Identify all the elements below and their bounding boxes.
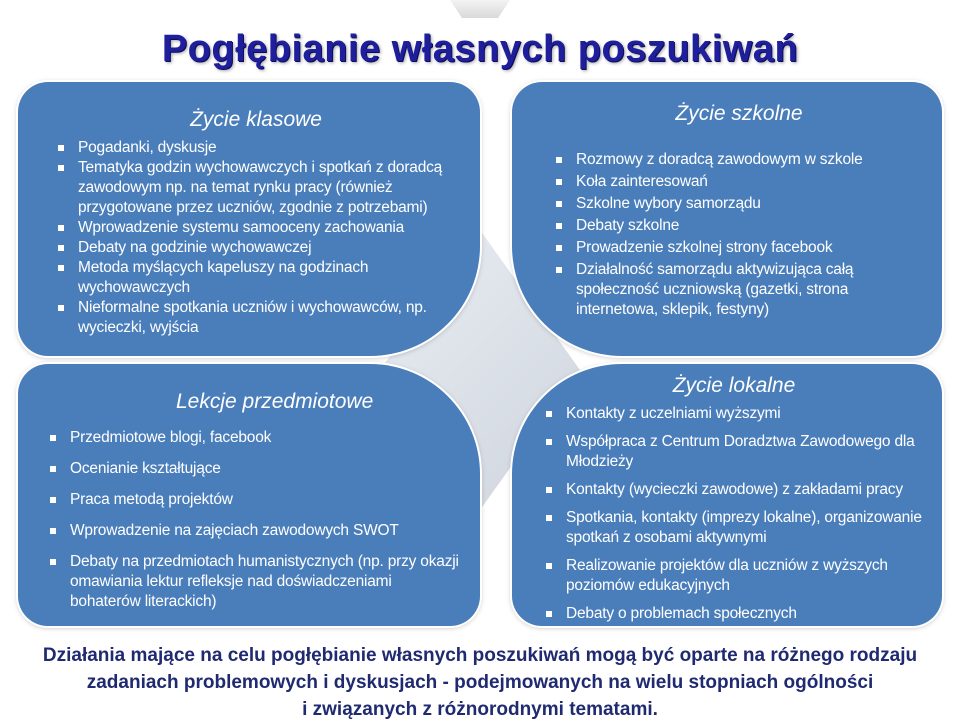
- list-item: Debaty na przedmiotach humanistycznych (np. przy okazji omawiania lektur refleksje nad doświadczeniami bohaterów literackich): [48, 552, 462, 612]
- list-item: Debaty szkolne: [554, 216, 924, 236]
- list-item: Nieformalne spotkania uczniów i wychowawców, np. wycieczki, wyjścia: [56, 298, 462, 338]
- list-item: Pogadanki, dyskusje: [56, 138, 462, 158]
- list-item: Debaty o problemach społecznych: [544, 604, 924, 624]
- panel-zycie-klasowe: [18, 82, 480, 356]
- list-item: Debaty na godzinie wychowawczej: [56, 238, 462, 258]
- list-item: Kontakty (wycieczki zawodowe) z zakładami pracy: [544, 480, 924, 500]
- panel-lekcje-przedmiotowe: [18, 364, 480, 626]
- panel-zycie-lokalne: [512, 364, 942, 626]
- item-list: [544, 404, 924, 624]
- list-item: Wprowadzenie na zajęciach zawodowych SWOT: [48, 521, 462, 541]
- list-item: Tematyka godzin wychowawczych i spotkań z doradcą zawodowym np. na temat rynku pracy (również przygotowane przez uczniów, zgodnie z potrzebami): [56, 158, 462, 218]
- list-item: Metoda myślących kapeluszy na godzinach wychowawczych: [56, 258, 462, 298]
- list-item: Ocenianie kształtujące: [48, 459, 462, 479]
- item-list: [48, 428, 462, 612]
- list-item: Rozmowy z doradcą zawodowym w szkole: [554, 150, 924, 170]
- list-item: Koła zainteresowań: [554, 172, 924, 192]
- list-item: Przedmiotowe blogi, facebook: [48, 428, 462, 448]
- panel-heading: Życie klasowe: [190, 108, 322, 131]
- list-item: Spotkania, kontakty (imprezy lokalne), organizowanie spotkań z osobami aktywnymi: [544, 508, 924, 548]
- item-list: [554, 150, 924, 320]
- list-item: Wprowadzenie systemu samooceny zachowania: [56, 218, 462, 238]
- panel-heading: Życie szkolne: [675, 102, 803, 125]
- panel-heading: Lekcje przedmiotowe: [176, 390, 374, 413]
- list-item: Prowadzenie szkolnej strony facebook: [554, 238, 924, 258]
- panel-heading: Życie lokalne: [672, 374, 796, 397]
- list-item: Współpraca z Centrum Doradztwa Zawodowego dla Młodzieży: [544, 432, 924, 472]
- list-item: Kontakty z uczelniami wyższymi: [544, 404, 924, 424]
- list-item: Realizowanie projektów dla uczniów z wyższych poziomów edukacyjnych: [544, 556, 924, 596]
- list-item: Szkolne wybory samorządu: [554, 194, 924, 214]
- list-item: Działalność samorządu aktywizująca całą społeczność uczniowską (gazetki, strona internetowa, sklepik, festyny): [554, 260, 924, 320]
- summary-line: Działania mające na celu pogłębianie własnych poszukiwań mogą być oparte na różnego rodzaju: [42, 645, 918, 666]
- top-decoration: [450, 0, 510, 18]
- summary-line: i związanych z różnorodnymi tematami.: [302, 699, 658, 720]
- panel-zycie-szkolne: [512, 82, 942, 356]
- list-item: Praca metodą projektów: [48, 490, 462, 510]
- slide-title: Pogłębianie własnych poszukiwań: [161, 28, 799, 70]
- summary-line: zadaniach problemowych i dyskusjach - podejmowanych na wielu stopniach ogólności: [86, 672, 874, 693]
- item-list: [56, 138, 462, 338]
- summary-text: [0, 642, 960, 723]
